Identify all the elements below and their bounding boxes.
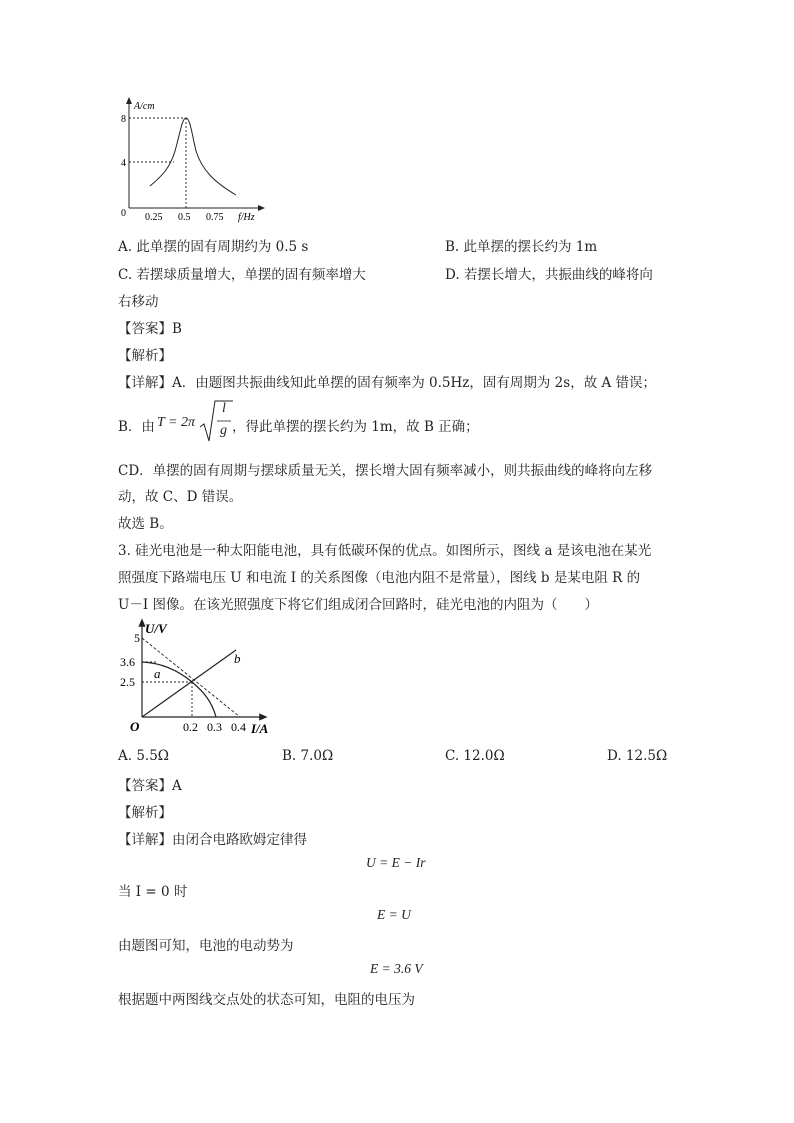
q2-conclusion: 故选 B。 (118, 516, 173, 532)
q3-equation-2: E = U (377, 907, 411, 922)
i-tick-0.4: 0.4 (231, 720, 246, 734)
q3-detail-1: 【详解】由闭合电路欧姆定律得 (118, 832, 307, 848)
u-tick-5: 5 (134, 631, 140, 645)
i-tick-0.2: 0.2 (183, 720, 198, 734)
q3-option-a: A. 5.5Ω (118, 748, 169, 764)
y-tick-4: 4 (121, 158, 126, 169)
q3-stem-line-3: U－I 图像。在该光照强度下将它们组成闭合回路时，硅光电池的内阻为（ ） (118, 597, 599, 613)
q2-analysis: 【解析】 (118, 348, 172, 364)
q2-option-b: B. 此单摆的摆长约为 1m (445, 239, 598, 255)
x-axis-label: f/Hz (238, 212, 255, 223)
line-b-label: b (234, 651, 241, 666)
q3-stem-line-2: 照强度下路端电压 U 和电流 I 的关系图像（电池内阻不是常量），图线 b 是某电阻 R 的 (118, 570, 641, 586)
ui-graph-figure (112, 618, 282, 738)
formula-l: l (222, 401, 226, 416)
y-axis-label: A/cm (134, 101, 155, 112)
resonance-curve (150, 118, 236, 195)
origin-label: 0 (121, 208, 126, 219)
origin-o: O (130, 719, 140, 734)
q2-option-a: A. 此单摆的固有周期约为 0.5 s (118, 239, 309, 255)
formula-t: T = 2π (157, 415, 195, 430)
q3-option-b: B. 7.0Ω (282, 748, 334, 764)
q2-option-c: C. 若摆球质量增大，单摆的固有频率增大 (118, 267, 366, 283)
q3-option-d: D. 12.5Ω (607, 748, 668, 764)
formula-g: g (220, 423, 227, 438)
u-tick-2.5: 2.5 (120, 675, 135, 689)
y-tick-8: 8 (121, 114, 126, 125)
q2-detail-cd-1: CD．单摆的固有周期与摆球质量无关，摆长增大固有频率减小，则共振曲线的峰将向左移 (118, 463, 653, 479)
x-tick-0.25: 0.25 (145, 212, 163, 223)
x-tick-0.75: 0.75 (206, 212, 224, 223)
q2-detail-b-suffix: ，得此单摆的摆长约为 1m，故 B 正确； (232, 419, 479, 435)
q3-stem-line-1: 3. 硅光电池是一种太阳能电池，具有低碳环保的优点。如图所示，图线 a 是该电池在某光 (118, 543, 652, 559)
q3-equation-1: U = E − Ir (366, 855, 426, 870)
i-axis-label: I/A (251, 721, 269, 736)
q2-detail-a: 【详解】A．由题图共振曲线知此单摆的固有频率为 0.5Hz，固有周期为 2s，故 A 错误； (118, 375, 657, 391)
q3-option-c: C. 12.0Ω (445, 748, 505, 764)
q3-emf-text: 由题图可知，电池的电动势为 (118, 938, 294, 954)
q2-detail-b-prefix: B．由 (118, 419, 155, 435)
i-tick-0.3: 0.3 (207, 720, 222, 734)
q2-option-d: D. 若摆长增大，共振曲线的峰将向 (445, 267, 653, 283)
sqrt-sign (199, 399, 235, 443)
resonance-curve-figure (112, 96, 272, 226)
q3-when-i-zero: 当 I = 0 时 (118, 884, 188, 900)
u-tick-3.6: 3.6 (120, 655, 135, 669)
curve-a-label: a (154, 666, 161, 681)
q3-intersection-text: 根据题中两图线交点处的状态可知，电阻的电压为 (118, 992, 415, 1008)
x-tick-0.5: 0.5 (178, 212, 191, 223)
q2-option-d-cont: 右移动 (118, 294, 159, 310)
q2-answer: 【答案】B (118, 321, 182, 337)
pendulum-formula (157, 396, 237, 446)
line-b (142, 650, 236, 717)
q3-analysis: 【解析】 (118, 805, 172, 821)
q2-detail-cd-2: 动，故 C、D 错误。 (118, 489, 243, 505)
q3-equation-3: E = 3.6 V (370, 961, 423, 976)
q3-answer: 【答案】A (118, 778, 182, 794)
u-axis-label: U/V (145, 621, 167, 636)
